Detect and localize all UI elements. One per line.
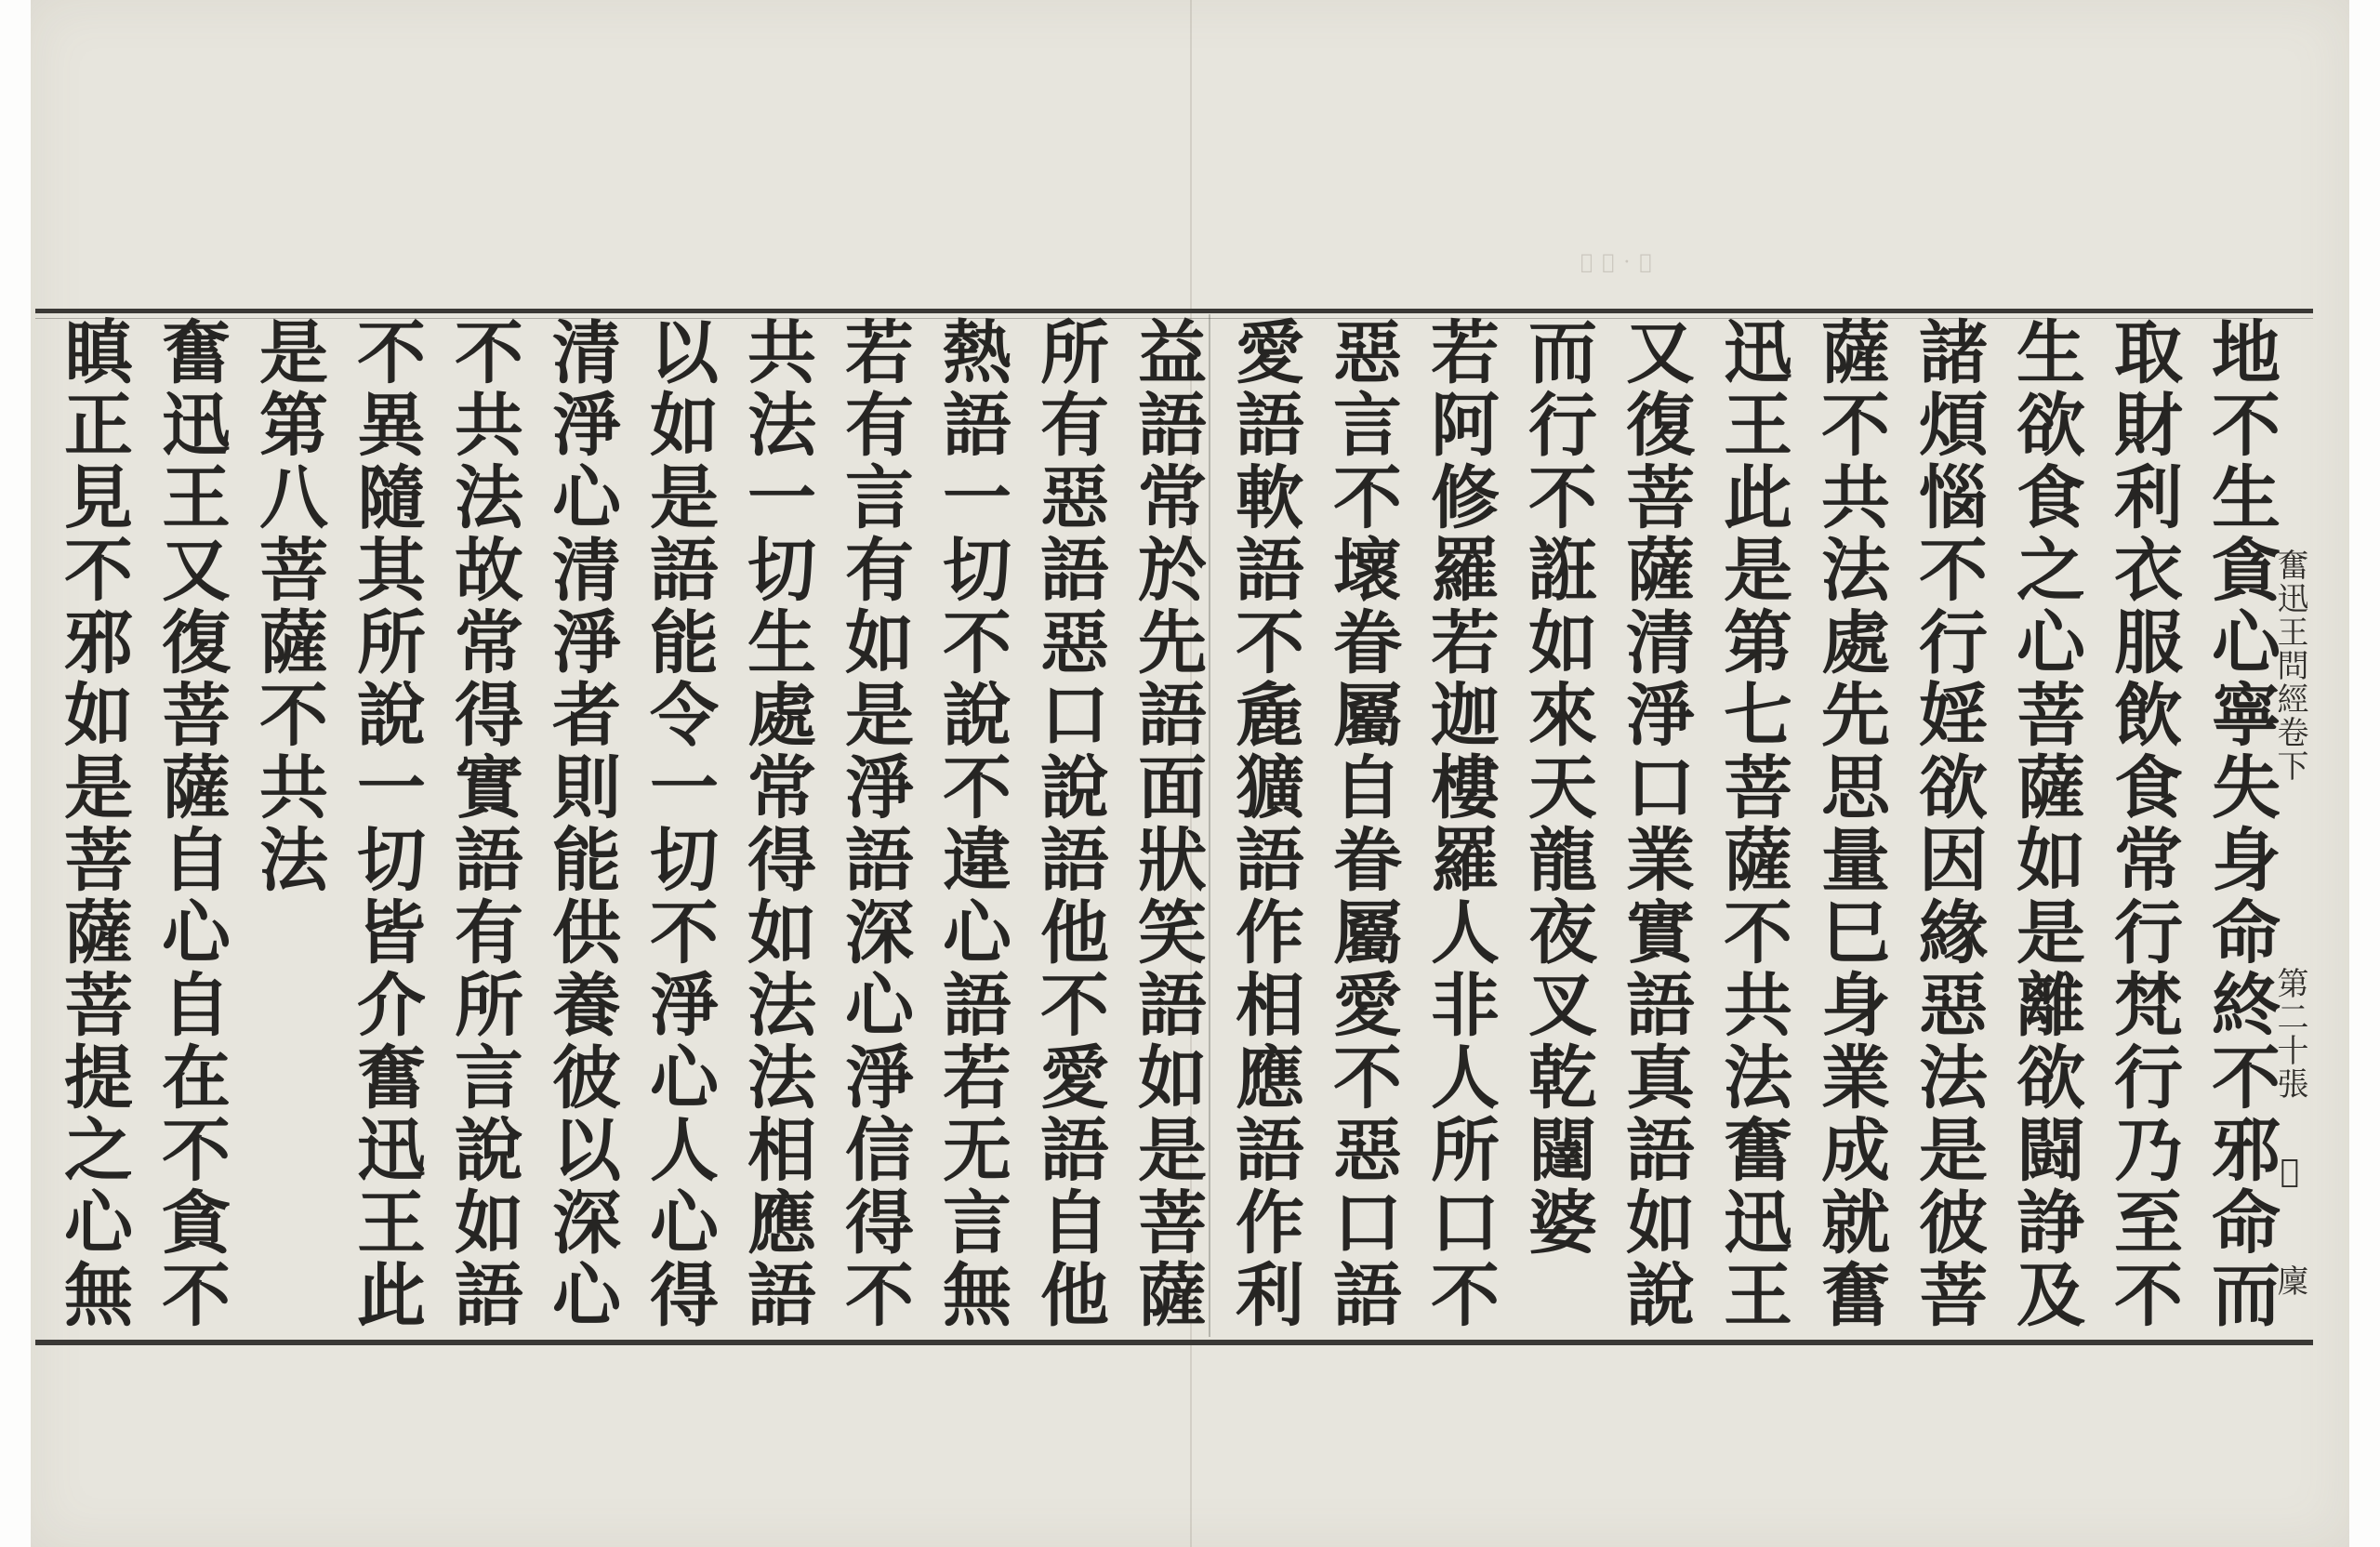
text-column-16: 共法一切生處常得如法法相應語	[736, 316, 816, 1331]
margin-title: 奮迅王問經卷下	[2271, 549, 2308, 783]
text-column-10: 惡言不壞眷屬自眷屬愛不惡口語	[1322, 316, 1402, 1331]
text-column-8: 而行不誑如來天龍夜叉乾闥婆	[1517, 316, 1597, 1259]
margin-sheet-number: 第二十張	[2271, 967, 2308, 1101]
faint-show-through-text: 𫝀𫝀·𫝀	[1580, 251, 1661, 274]
text-column-23: 瞋正見不邪如是菩薩菩提之心無	[53, 316, 133, 1331]
text-columns	[37, 316, 2306, 1339]
text-column-1: 地不生貪心寧失身命終不邪命而	[2201, 316, 2281, 1331]
text-column-2: 取財利衣服飲食常行梵行乃至不	[2103, 316, 2183, 1331]
text-column-3: 生欲食之心菩薩如是離欲闘諍及	[2005, 316, 2085, 1331]
text-column-4: 諸煩惱不行婬欲因緣惡法是彼菩	[1908, 316, 1988, 1331]
text-column-7: 又復菩薩清淨口業實語真語如說	[1615, 316, 1695, 1331]
text-column-22: 奮迅王又復菩薩自心自在不貪不	[151, 316, 231, 1331]
text-column-17: 以如是語能令一切不淨心人心得	[639, 316, 719, 1331]
text-column-12: 益語常於先語面狀笑語如是菩薩	[1127, 316, 1207, 1331]
text-column-5: 薩不共法處先思量巳身業成就奮	[1810, 316, 1890, 1331]
text-column-13: 所有惡語惡口說語他不愛語自他	[1029, 316, 1109, 1331]
text-column-11: 愛語軟語不麁獷語作相應語作利	[1224, 316, 1304, 1331]
text-column-9: 若阿修羅若迦樓羅人非人所口不	[1420, 316, 1500, 1331]
text-column-6: 迅王此是第七菩薩不共法奮迅王	[1712, 316, 1792, 1331]
text-column-20: 不異隨其所說一切皆介奮迅王此	[346, 316, 426, 1331]
text-column-18: 清淨心清淨者則能供養彼以深心	[541, 316, 621, 1331]
text-column-14: 熱語一切不說不違心語若无言無	[932, 316, 1012, 1331]
margin-mark: 𤼵	[2271, 1153, 2308, 1192]
text-column-21: 是第八菩薩不共法	[248, 316, 328, 896]
text-column-15: 若有言有如是淨語深心淨信得不	[834, 316, 914, 1331]
margin-carver-mark: 廩	[2271, 1264, 2308, 1298]
text-column-19: 不共法故常得實語有所言說如語	[443, 316, 523, 1331]
